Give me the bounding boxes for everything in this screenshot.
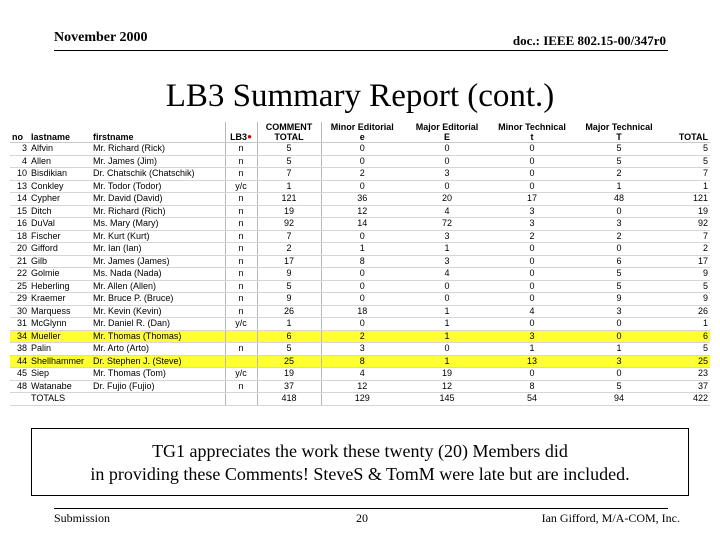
table-row (10, 155, 710, 168)
cell-no: 18 (10, 230, 29, 243)
table-row (10, 293, 710, 306)
cell-minor-editorial: 0 (321, 230, 403, 243)
cell-lastname: Mueller (29, 330, 91, 343)
footer-author: Ian Gifford, M/A-COM, Inc. (541, 511, 680, 525)
cell-major-technical: 48 (573, 193, 665, 206)
col-header-minor-editorial (321, 122, 403, 143)
cell-no: 4 (10, 155, 29, 168)
cell-no: 22 (10, 268, 29, 281)
table-row (10, 168, 710, 181)
cell-comment-total: 25 (257, 355, 321, 368)
cell-firstname: Mr. Kurt (Kurt) (91, 230, 225, 243)
cell-total: 37 (665, 380, 710, 393)
cell-minor-technical: 8 (491, 380, 573, 393)
cell-lastname: Allen (29, 155, 91, 168)
cell-total: 23 (665, 368, 710, 381)
table-row (10, 180, 710, 193)
col-header-firstname: firstname (91, 122, 225, 143)
cell-major-technical: 1 (573, 343, 665, 356)
cell-comment-total: 1 (257, 318, 321, 331)
note-line-2: in providing these Comments! SteveS & TomM were late but are included. (90, 464, 630, 484)
cell-no: 38 (10, 343, 29, 356)
cell-no (10, 393, 29, 406)
cell-firstname: Mr. James (James) (91, 255, 225, 268)
cell-major-technical: 5 (573, 143, 665, 156)
table-row (10, 193, 710, 206)
cell-comment-total: 7 (257, 230, 321, 243)
table-row (10, 243, 710, 256)
table-row (10, 368, 710, 381)
cell-no: 45 (10, 368, 29, 381)
totals-major-technical: 94 (573, 393, 665, 406)
cell-comment-total: 1 (257, 180, 321, 193)
cell-major-technical: 5 (573, 380, 665, 393)
cell-lastname: Bisdikian (29, 168, 91, 181)
cell-lb3: n (225, 155, 257, 168)
cell-firstname: Mr. Allen (Allen) (91, 280, 225, 293)
cell-lastname: Cypher (29, 193, 91, 206)
cell-firstname: Mr. Arto (Arto) (91, 343, 225, 356)
major-tech-label-line2: T (616, 132, 622, 142)
cell-comment-total: 5 (257, 343, 321, 356)
cell-comment-total: 92 (257, 218, 321, 231)
cell-major-technical: 0 (573, 243, 665, 256)
cell-major-technical: 5 (573, 268, 665, 281)
cell-comment-total: 26 (257, 305, 321, 318)
col-header-no: no (10, 122, 29, 143)
cell-lb3: n (225, 305, 257, 318)
cell-no: 13 (10, 180, 29, 193)
major-ed-label-line1: Major Editorial (415, 122, 479, 132)
cell-total: 2 (665, 243, 710, 256)
cell-minor-editorial: 2 (321, 168, 403, 181)
cell-minor-editorial: 0 (321, 180, 403, 193)
minor-tech-label-line1: Minor Technical (498, 122, 566, 132)
cell-lastname: Alfvin (29, 143, 91, 156)
cell-total: 5 (665, 155, 710, 168)
cell-total: 7 (665, 230, 710, 243)
cell-minor-editorial: 36 (321, 193, 403, 206)
cell-major-editorial: 4 (403, 268, 491, 281)
cell-major-editorial: 0 (403, 180, 491, 193)
table-row-highlighted (10, 330, 710, 343)
table-row (10, 280, 710, 293)
cell-lastname: Fischer (29, 230, 91, 243)
cell-comment-total: 17 (257, 255, 321, 268)
col-header-total: TOTAL (665, 122, 710, 143)
col-header-lastname: lastname (29, 122, 91, 143)
cell-lb3 (225, 355, 257, 368)
cell-major-technical: 5 (573, 155, 665, 168)
cell-minor-technical: 0 (491, 155, 573, 168)
cell-major-technical: 0 (573, 205, 665, 218)
cell-firstname: Mr. Richard (Rick) (91, 143, 225, 156)
totals-total: 422 (665, 393, 710, 406)
totals-minor-editorial: 129 (321, 393, 403, 406)
cell-total: 9 (665, 268, 710, 281)
cell-total: 92 (665, 218, 710, 231)
cell-major-editorial: 12 (403, 380, 491, 393)
cell-major-technical: 9 (573, 293, 665, 306)
cell-minor-technical: 2 (491, 230, 573, 243)
cell-lastname: Ditch (29, 205, 91, 218)
cell-firstname: Ms. Nada (Nada) (91, 268, 225, 281)
cell-lb3: n (225, 380, 257, 393)
cell-minor-technical: 3 (491, 218, 573, 231)
cell-major-editorial: 20 (403, 193, 491, 206)
comment-label-line2: TOTAL (274, 132, 304, 142)
header-rule (54, 50, 668, 51)
cell-no: 44 (10, 355, 29, 368)
cell-comment-total: 19 (257, 205, 321, 218)
table-header-row (10, 122, 710, 143)
cell-comment-total: 5 (257, 155, 321, 168)
cell-minor-technical: 0 (491, 268, 573, 281)
cell-lb3: n (225, 205, 257, 218)
cell-lb3: n (225, 343, 257, 356)
cell-no: 34 (10, 330, 29, 343)
cell-no: 30 (10, 305, 29, 318)
cell-major-technical: 2 (573, 230, 665, 243)
lb3-label: LB3 (230, 132, 248, 142)
cell-no: 20 (10, 243, 29, 256)
cell-minor-editorial: 3 (321, 343, 403, 356)
cell-no: 15 (10, 205, 29, 218)
cell-comment-total: 37 (257, 380, 321, 393)
cell-minor-technical: 0 (491, 293, 573, 306)
cell-minor-editorial: 0 (321, 143, 403, 156)
cell-major-editorial: 1 (403, 305, 491, 318)
cell-comment-total: 5 (257, 280, 321, 293)
cell-comment-total: 121 (257, 193, 321, 206)
cell-major-editorial: 3 (403, 168, 491, 181)
table-row (10, 143, 710, 156)
cell-minor-editorial: 0 (321, 293, 403, 306)
table-row-highlighted (10, 355, 710, 368)
cell-comment-total: 6 (257, 330, 321, 343)
table-row (10, 268, 710, 281)
cell-minor-technical: 4 (491, 305, 573, 318)
cell-major-editorial: 1 (403, 243, 491, 256)
cell-firstname: Dr. Chatschik (Chatschik) (91, 168, 225, 181)
cell-total: 121 (665, 193, 710, 206)
cell-minor-technical: 17 (491, 193, 573, 206)
cell-comment-total: 5 (257, 143, 321, 156)
cell-lb3 (225, 330, 257, 343)
footer-page-number: 20 (356, 511, 368, 525)
cell-total: 5 (665, 143, 710, 156)
cell-total: 1 (665, 180, 710, 193)
cell-minor-technical: 0 (491, 255, 573, 268)
cell-minor-editorial: 0 (321, 155, 403, 168)
cell-major-technical: 3 (573, 218, 665, 231)
header-date: November 2000 (54, 30, 148, 45)
cell-lastname: McGlynn (29, 318, 91, 331)
cell-lb3: n (225, 143, 257, 156)
cell-major-editorial: 3 (403, 255, 491, 268)
col-header-major-editorial (403, 122, 491, 143)
col-header-comment-total (257, 122, 321, 143)
cell-firstname (91, 393, 225, 406)
cell-major-technical: 6 (573, 255, 665, 268)
cell-firstname: Mr. James (Jim) (91, 155, 225, 168)
cell-minor-editorial: 1 (321, 243, 403, 256)
table-row (10, 318, 710, 331)
cell-no: 14 (10, 193, 29, 206)
cell-lastname: Shellhammer (29, 355, 91, 368)
cell-total: 26 (665, 305, 710, 318)
cell-firstname: Mr. Richard (Rich) (91, 205, 225, 218)
cell-major-editorial: 1 (403, 355, 491, 368)
cell-minor-technical: 13 (491, 355, 573, 368)
cell-lb3: y/c (225, 368, 257, 381)
cell-minor-editorial: 12 (321, 380, 403, 393)
cell-lb3 (225, 393, 257, 406)
cell-lb3: n (225, 243, 257, 256)
cell-firstname: Dr. Stephen J. (Steve) (91, 355, 225, 368)
cell-firstname: Mr. Thomas (Thomas) (91, 330, 225, 343)
col-header-minor-technical (491, 122, 573, 143)
slide-title: LB3 Summary Report (cont.) (165, 78, 555, 114)
cell-comment-total: 7 (257, 168, 321, 181)
totals-comment: 418 (257, 393, 321, 406)
cell-firstname: Mr. Bruce P. (Bruce) (91, 293, 225, 306)
minor-tech-label-line2: t (530, 132, 534, 142)
cell-lastname: Palin (29, 343, 91, 356)
cell-major-technical: 0 (573, 330, 665, 343)
totals-label: TOTALS (29, 393, 91, 406)
cell-no: 48 (10, 380, 29, 393)
cell-major-editorial: 1 (403, 330, 491, 343)
cell-total: 17 (665, 255, 710, 268)
cell-total: 19 (665, 205, 710, 218)
cell-minor-technical: 0 (491, 180, 573, 193)
cell-major-editorial: 19 (403, 368, 491, 381)
cell-minor-technical: 0 (491, 368, 573, 381)
cell-firstname: Mr. David (David) (91, 193, 225, 206)
cell-total: 1 (665, 318, 710, 331)
cell-firstname: Mr. Todor (Todor) (91, 180, 225, 193)
minor-ed-label-line1: Minor Editorial (330, 122, 394, 132)
cell-no: 29 (10, 293, 29, 306)
cell-lb3: y/c (225, 180, 257, 193)
cell-minor-editorial: 2 (321, 330, 403, 343)
totals-major-editorial: 145 (403, 393, 491, 406)
cell-minor-editorial: 14 (321, 218, 403, 231)
cell-total: 25 (665, 355, 710, 368)
cell-major-technical: 3 (573, 355, 665, 368)
cell-minor-technical: 0 (491, 168, 573, 181)
cell-lastname: Gifford (29, 243, 91, 256)
table-row (10, 255, 710, 268)
footer-submission: Submission (54, 511, 111, 525)
cell-comment-total: 9 (257, 268, 321, 281)
cell-firstname: Mr. Thomas (Tom) (91, 368, 225, 381)
summary-table (10, 122, 710, 406)
cell-no: 25 (10, 280, 29, 293)
cell-firstname: Mr. Daniel R. (Dan) (91, 318, 225, 331)
cell-no: 3 (10, 143, 29, 156)
cell-major-editorial: 1 (403, 318, 491, 331)
cell-firstname: Mr. Kevin (Kevin) (91, 305, 225, 318)
table-totals-row (10, 393, 710, 406)
cell-lastname: Golmie (29, 268, 91, 281)
header-doc-id: doc.: IEEE 802.15-00/347r0 (512, 33, 666, 48)
cell-minor-technical: 0 (491, 318, 573, 331)
cell-major-editorial: 0 (403, 293, 491, 306)
cell-major-technical: 1 (573, 180, 665, 193)
cell-lb3: n (225, 218, 257, 231)
table-row (10, 205, 710, 218)
cell-firstname: Ms. Mary (Mary) (91, 218, 225, 231)
cell-major-editorial: 0 (403, 143, 491, 156)
cell-lb3: n (225, 268, 257, 281)
cell-minor-editorial: 8 (321, 255, 403, 268)
cell-major-technical: 0 (573, 318, 665, 331)
cell-minor-editorial: 4 (321, 368, 403, 381)
col-header-lb3 (225, 122, 257, 143)
cell-lastname: DuVal (29, 218, 91, 231)
table-row (10, 305, 710, 318)
table-row (10, 230, 710, 243)
cell-major-technical: 3 (573, 305, 665, 318)
cell-lastname: Kraemer (29, 293, 91, 306)
cell-major-editorial: 0 (403, 280, 491, 293)
cell-total: 7 (665, 168, 710, 181)
cell-no: 10 (10, 168, 29, 181)
cell-lb3: n (225, 280, 257, 293)
cell-lastname: Siep (29, 368, 91, 381)
cell-lastname: Conkley (29, 180, 91, 193)
cell-minor-editorial: 0 (321, 318, 403, 331)
cell-minor-technical: 1 (491, 343, 573, 356)
cell-major-technical: 2 (573, 168, 665, 181)
cell-lb3: n (225, 168, 257, 181)
cell-lb3: n (225, 255, 257, 268)
table-row (10, 380, 710, 393)
major-ed-label-line2: E (443, 132, 450, 142)
cell-major-editorial: 4 (403, 205, 491, 218)
cell-minor-technical: 3 (491, 330, 573, 343)
cell-firstname: Dr. Fujio (Fujio) (91, 380, 225, 393)
cell-major-technical: 5 (573, 280, 665, 293)
cell-total: 5 (665, 343, 710, 356)
cell-major-editorial: 0 (403, 155, 491, 168)
totals-minor-technical: 54 (491, 393, 573, 406)
cell-lastname: Marquess (29, 305, 91, 318)
cell-minor-technical: 0 (491, 143, 573, 156)
cell-lb3: y/c (225, 318, 257, 331)
cell-major-editorial: 0 (403, 343, 491, 356)
cell-major-editorial: 72 (403, 218, 491, 231)
cell-comment-total: 9 (257, 293, 321, 306)
cell-lastname: Gilb (29, 255, 91, 268)
cell-minor-technical: 0 (491, 280, 573, 293)
minor-ed-label-line2: e (359, 132, 365, 142)
cell-total: 9 (665, 293, 710, 306)
cell-comment-total: 2 (257, 243, 321, 256)
cell-major-technical: 0 (573, 368, 665, 381)
cell-minor-editorial: 0 (321, 280, 403, 293)
cell-minor-editorial: 18 (321, 305, 403, 318)
cell-minor-editorial: 12 (321, 205, 403, 218)
cell-comment-total: 19 (257, 368, 321, 381)
comment-label-line1: COMMENT (265, 122, 313, 132)
major-tech-label-line1: Major Technical (585, 122, 653, 132)
cell-no: 31 (10, 318, 29, 331)
cell-minor-technical: 0 (491, 243, 573, 256)
cell-total: 6 (665, 330, 710, 343)
footer-rule (54, 508, 668, 509)
cell-firstname: Mr. Ian (Ian) (91, 243, 225, 256)
cell-minor-technical: 3 (491, 205, 573, 218)
cell-no: 21 (10, 255, 29, 268)
red-marker-icon: ● (247, 132, 252, 141)
cell-no: 16 (10, 218, 29, 231)
cell-minor-editorial: 0 (321, 268, 403, 281)
table-row (10, 343, 710, 356)
table-row (10, 218, 710, 231)
col-header-major-technical (573, 122, 665, 143)
cell-lb3: n (225, 293, 257, 306)
cell-lastname: Heberling (29, 280, 91, 293)
cell-lastname: Watanabe (29, 380, 91, 393)
appreciation-note (31, 428, 689, 496)
note-line-1: TG1 appreciates the work these twenty (20) Members did (152, 441, 568, 461)
cell-total: 5 (665, 280, 710, 293)
cell-minor-editorial: 8 (321, 355, 403, 368)
cell-lb3: n (225, 193, 257, 206)
cell-major-editorial: 3 (403, 230, 491, 243)
cell-lb3: n (225, 230, 257, 243)
